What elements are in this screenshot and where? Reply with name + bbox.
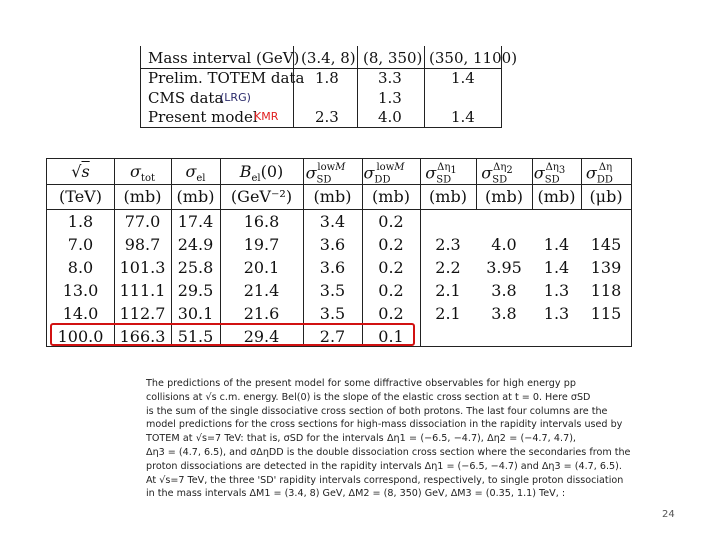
caption-line: in the mass intervals ΔM1 = (3.4, 8) GeV, ΔM2 = (8, 350) GeV, ΔM3 = (0.35, 1.1) TeV, : xyxy=(146,488,566,500)
caption-line: model predictions for the cross sections for high-mass dissociation in the rapidity intervals used by xyxy=(146,419,623,431)
table2-cell: 0.2 xyxy=(378,304,404,323)
table2-cell: 112.7 xyxy=(119,304,166,323)
table1-header-label: Mass interval (GeV) xyxy=(148,49,300,67)
column-divider xyxy=(424,46,425,127)
table2-cell: 111.1 xyxy=(119,281,166,300)
caption-line: The predictions of the present model for some diffractive observables for high energy pp xyxy=(146,378,576,389)
table2-cell: 3.8 xyxy=(491,281,517,300)
header-sigma-tot: $\sigma_{tot}$ xyxy=(130,162,155,185)
table1-row-label: Present model xyxy=(148,108,258,126)
caption-line: At √s=7 TeV, the three 'SD' rapidity intervals correspond, respectively, to single proton dissociation xyxy=(146,474,624,486)
table1-cell: 1.4 xyxy=(451,108,475,126)
caption-line: proton dissociations are detected in the rapidity intervals Δη1 = (−6.5, −4.7) and Δη3 = (4.7, 6.5). xyxy=(146,460,622,472)
caption-line: collisions at √s c.m. energy. Bel(0) is the slope of the elastic cross section at t = 0. Here σSD xyxy=(146,391,591,403)
unit-sigma-sd-deta2: (mb) xyxy=(485,187,523,206)
table1-row-label: CMS data xyxy=(148,89,224,107)
table1-cell: 1.4 xyxy=(451,69,475,87)
table1-header-interval-2: (8, 350) xyxy=(363,49,423,67)
table2-cell: 3.6 xyxy=(319,235,346,254)
table2-cell: 29.5 xyxy=(177,281,214,300)
table2-cell: 166.3 xyxy=(119,327,166,346)
table2-cell: 21.4 xyxy=(243,281,280,300)
table2-cell: 14.0 xyxy=(62,304,99,323)
table1-cell: 2.3 xyxy=(315,108,339,126)
table2-cell: 16.8 xyxy=(243,212,280,231)
table2-cell: 1.4 xyxy=(543,235,570,254)
caption-line: is the sum of the single dissociative cross section of both protons. The last four columns are the xyxy=(146,405,608,417)
table2-cell: 51.5 xyxy=(177,327,214,346)
header-sigma-dd-lowm: $\sigma_{DD}^{lowM}$ xyxy=(363,162,405,186)
table2-cell: 20.1 xyxy=(243,258,280,277)
table2-cell: 19.7 xyxy=(243,235,280,254)
table2-cell: 13.0 xyxy=(62,281,99,300)
table2-cell: 1.3 xyxy=(543,304,570,323)
table1-row-label: Prelim. TOTEM data xyxy=(148,69,305,87)
header-divider xyxy=(47,209,631,210)
highlight-box-100tev-row xyxy=(50,323,415,346)
table2-cell: 118 xyxy=(590,281,622,300)
page-number: 24 xyxy=(662,509,675,520)
table2-cell: 2.1 xyxy=(435,304,461,323)
unit-b-el: (GeV⁻²) xyxy=(230,187,293,206)
unit-sigma-sd-deta1: (mb) xyxy=(429,187,467,206)
table2-cell: 2.7 xyxy=(319,327,346,346)
table2-cell: 0.2 xyxy=(378,281,404,300)
header-sigma-sd-lowm: $\sigma_{SD}^{lowM}$ xyxy=(305,162,346,186)
header-sigma-sd-deta3: $\sigma_{SD}^{\Delta\eta_3}$ xyxy=(533,162,566,186)
table2-cell: 1.3 xyxy=(543,281,570,300)
lrg-annotation: (LRG) xyxy=(220,91,251,104)
table2-cell: 77.0 xyxy=(124,212,161,231)
table2-cell: 139 xyxy=(590,258,622,277)
header-sigma-dd-deta: $\sigma_{DD}^{\Delta\eta}$ xyxy=(585,162,613,186)
table2-cell: 3.95 xyxy=(486,258,522,277)
table2-cell: 98.7 xyxy=(124,235,161,254)
table2-cell: 17.4 xyxy=(177,212,214,231)
mass-interval-table xyxy=(140,46,518,128)
table2-cell: 3.5 xyxy=(319,281,346,300)
table2-cell: 8.0 xyxy=(67,258,94,277)
table2-cell: 21.6 xyxy=(243,304,280,323)
table2-cell: 0.2 xyxy=(378,212,404,231)
table2-cell: 4.0 xyxy=(491,235,517,254)
table2-cell: 30.1 xyxy=(177,304,214,323)
table2-cell: 3.5 xyxy=(319,304,346,323)
caption-line: Δη3 = (4.7, 6.5), and σΔηDD is the double dissociation cross section where the secondaries from the xyxy=(146,446,631,458)
table1-header-interval-1: (3.4, 8) xyxy=(301,49,356,67)
unit-sigma-tot: (mb) xyxy=(123,187,162,206)
table2-cell: 2.1 xyxy=(435,281,461,300)
table2-cell: 25.8 xyxy=(177,258,214,277)
header-sigma-el: $\sigma_{el}$ xyxy=(185,162,206,185)
table2-cell: 101.3 xyxy=(119,258,166,277)
unit-sigma-dd-deta: (μb) xyxy=(589,187,623,206)
unit-sigma-sd-lowm: (mb) xyxy=(313,187,352,206)
table2-cell: 115 xyxy=(590,304,622,323)
table1-cell: 3.3 xyxy=(378,69,402,87)
table2-cell: 24.9 xyxy=(177,235,214,254)
caption-line: TOTEM at √s=7 TeV: that is, σSD for the intervals Δη1 = (−6.5, −4.7), Δη2 = (−4.7, 4.7), xyxy=(146,433,576,445)
table2-cell: 2.2 xyxy=(435,258,461,277)
table2-cell: 100.0 xyxy=(57,327,104,346)
table2-cell: 145 xyxy=(590,235,622,254)
header-b-el: $B_{el}(0)$ xyxy=(239,162,284,185)
column-divider xyxy=(631,159,632,209)
table2-cell: 3.4 xyxy=(319,212,346,231)
table2-cell: 29.4 xyxy=(243,327,280,346)
table2-cell: 0.2 xyxy=(378,235,404,254)
table-caption xyxy=(146,377,631,501)
column-divider xyxy=(357,46,358,127)
kmr-annotation: KMR xyxy=(254,110,279,123)
diffractive-observables-table xyxy=(46,158,632,347)
table2-cell: 2.3 xyxy=(435,235,461,254)
table1-cell: 4.0 xyxy=(378,108,402,126)
table1-cell: 1.3 xyxy=(378,89,402,107)
table1-header-interval-3: (350, 1100) xyxy=(429,49,518,67)
unit-sigma-el: (mb) xyxy=(176,187,215,206)
table2-cell: 0.2 xyxy=(378,258,404,277)
table2-cell: 3.6 xyxy=(319,258,346,277)
unit-sqrt-s: (TeV) xyxy=(59,187,102,206)
table2-cell: 0.1 xyxy=(378,327,404,346)
table2-cell: 1.8 xyxy=(67,212,94,231)
unit-sigma-sd-deta3: (mb) xyxy=(537,187,576,206)
table1-cell: 1.8 xyxy=(315,69,339,87)
header-sigma-sd-deta2: $\sigma_{SD}^{\Delta\eta_2}$ xyxy=(481,162,513,186)
unit-sigma-dd-lowm: (mb) xyxy=(372,187,410,206)
table2-cell: 1.4 xyxy=(543,258,570,277)
table2-cell: 3.8 xyxy=(491,304,517,323)
header-sigma-sd-deta1: $\sigma_{SD}^{\Delta\eta_1}$ xyxy=(425,162,457,186)
header-sqrt-s: √s xyxy=(71,162,90,181)
table2-cell: 7.0 xyxy=(67,235,94,254)
